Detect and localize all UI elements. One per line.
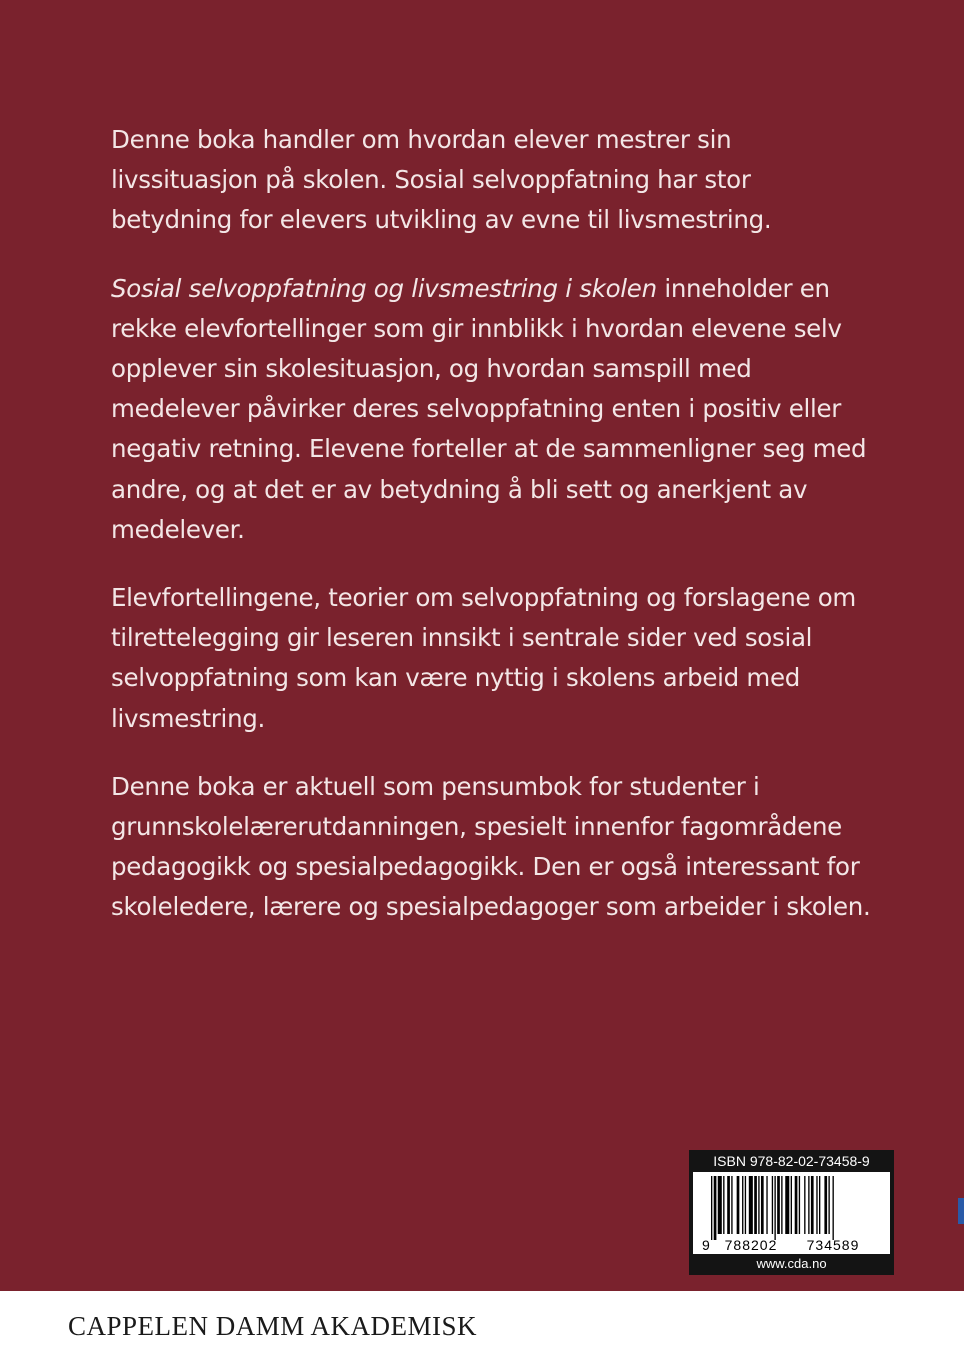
blurb-paragraph-2 [111, 269, 871, 550]
barcode-bar [833, 1176, 834, 1240]
barcode-bar [711, 1176, 712, 1240]
barcode-bar [811, 1176, 814, 1234]
footer-band [0, 1291, 964, 1361]
barcode-bar [816, 1176, 817, 1234]
barcode-digits-right: 734589 [806, 1237, 860, 1253]
barcode-bar [723, 1176, 724, 1234]
barcode-bar [828, 1176, 829, 1234]
barcode-bar [742, 1176, 743, 1234]
barcode-bar [785, 1176, 789, 1234]
publisher-url: www.cda.no [756, 1256, 827, 1271]
barcode-bar [718, 1176, 722, 1234]
barcode-bar [758, 1176, 759, 1234]
blurb-paragraph-1: Denne boka handler om hvordan elever mestrer sin livssituasjon på skolen. Sosial selvoppfatning har stor betydning for elevers utvikling av evne til livsmestring. [111, 125, 772, 235]
barcode-bar [772, 1176, 773, 1234]
isbn-barcode-box [689, 1150, 894, 1275]
isbn-label: ISBN 978-82-02-73458-9 [713, 1153, 870, 1169]
barcode-bar [824, 1176, 827, 1234]
publisher-logo: CAPPELEN DAMM AKADEMISK [68, 1311, 478, 1341]
barcode-area [693, 1172, 890, 1254]
barcode-bar [761, 1176, 764, 1234]
barcode-bar [714, 1176, 717, 1240]
book-title-italic: Sosial selvoppfatning og livsmestring i skolen [111, 273, 657, 303]
barcode-digit-first: 9 [702, 1237, 710, 1253]
barcode-digits-left: 788202 [724, 1237, 778, 1253]
barcode-bar [777, 1176, 780, 1234]
barcode-bar [737, 1176, 740, 1234]
blurb-paragraph-4: Denne boka er aktuell som pensumbok for studenter i grunnskolelærerutdanningen, spesielt innenfor fagområdene pedagogikk og spesialpedagogikk. Den er også interessant for skoleledere, lærere og spesialpedagoger som arbeider i skolen. [111, 771, 871, 922]
barcode-bar [781, 1176, 782, 1234]
blurb-text [111, 120, 871, 956]
barcode-bar [774, 1176, 775, 1240]
blurb-paragraph-3: Elevfortellingene, teorier om selvoppfatning og forslagene om tilrettelegging gir leseren innsikt i sentrale sider ved sosial selvoppfatning som kan være nyttig i skolens arbeid med livsmestring. [111, 583, 856, 733]
barcode-bar [799, 1176, 800, 1234]
barcode-bar [745, 1176, 746, 1234]
barcode-bar [808, 1176, 809, 1234]
barcode-bar [804, 1176, 805, 1234]
barcode-bar [731, 1176, 732, 1234]
barcode-bar [795, 1176, 798, 1234]
edge-mark [958, 1198, 964, 1224]
barcode-bar [766, 1176, 767, 1234]
blurb-paragraph-2-text: inneholder en rekke elevfortellinger som gir innblikk i hvordan elevene selv opplever sin skolesituasjon, og hvordan samspill med medelever påvirker deres selvoppfatning enten i positiv eller negativ retning. Elevene forteller at de sammenligner seg med andre, og at det er av betydning å bli sett og anerkjent av medelever. [111, 273, 867, 544]
barcode-bar [819, 1176, 820, 1234]
barcode-bar [754, 1176, 757, 1234]
barcode-bar [791, 1176, 792, 1234]
barcode-bar [727, 1176, 730, 1234]
barcode-bar [749, 1176, 753, 1234]
barcode-bars [693, 1172, 890, 1254]
